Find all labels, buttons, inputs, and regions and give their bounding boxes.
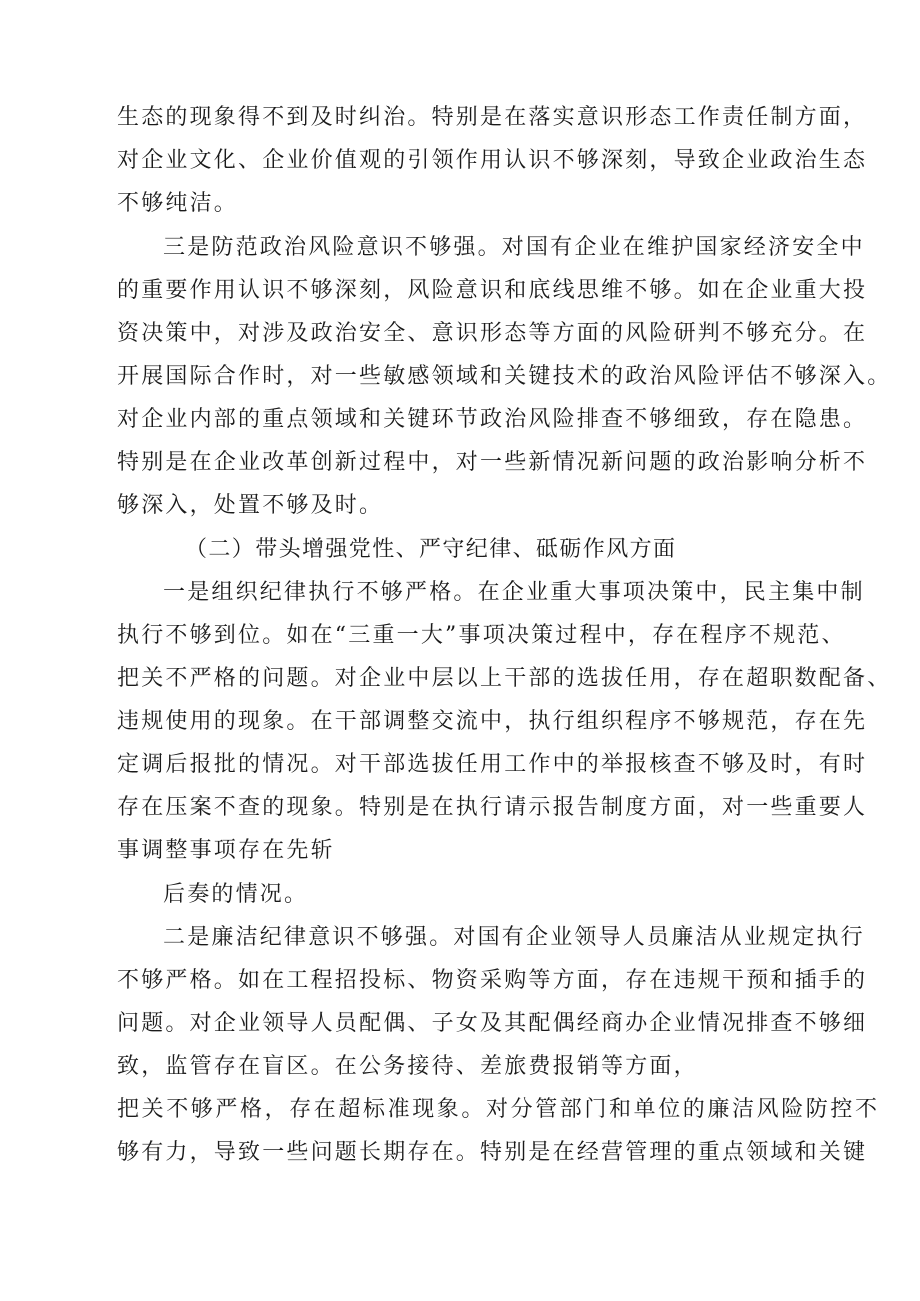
paragraph-first-line: 后奏的情况。 [163, 882, 309, 907]
text-line: 对企业文化、企业价值观的引领作用认识不够深刻，导致企业政治生态 [117, 148, 868, 173]
section-heading: （二）带头增强党性、严守纪律、砥砺作风方面 [185, 537, 677, 562]
text-line: 致，监管存在盲区。在公务接待、差旅费报销等方面， [117, 1054, 698, 1079]
paragraph-first-line: 三是防范政治风险意识不够强。对国有企业在维护国家经济安全中 [163, 235, 865, 260]
paragraph-first-line: 二是廉洁纪律意识不够强。对国有企业领导人员廉洁从业规定执行 [163, 925, 865, 950]
text-line: 不够严格。如在工程招投标、物资采购等方面，存在违规干预和插手的 [117, 968, 868, 993]
text-line: 把关不够严格，存在超标准现象。对分管部门和单位的廉洁风险防控不 [117, 1097, 880, 1122]
text-line: 不够纯洁。 [117, 191, 239, 216]
text-line: 够有力，导致一些问题长期存在。特别是在经营管理的重点领域和关键 [117, 1140, 868, 1165]
text-line: 违规使用的现象。在干部调整交流中，执行组织程序不够规范，存在先 [117, 709, 868, 734]
paragraph-first-line: 一是组织纪律执行不够严格。在企业重大事项决策中，民主集中制 [163, 580, 865, 605]
text-line: 的重要作用认识不够深刻，风险意识和底线思维不够。如在企业重大投 [117, 278, 868, 303]
text-line: 特别是在企业改革创新过程中，对一些新情况新问题的政治影响分析不 [117, 450, 868, 475]
text-line: 生态的现象得不到及时纠治。特别是在落实意识形态工作责任制方面， [117, 105, 868, 130]
text-line: 资决策中，对涉及政治安全、意识形态等方面的风险研判不够充分。在 [117, 321, 868, 346]
text-line: 够深入，处置不够及时。 [117, 493, 384, 518]
text-line: 执行不够到位。如在“三重一大”事项决策过程中，存在程序不规范、 [117, 623, 846, 648]
text-line: 开展国际合作时，对一些敏感领域和关键技术的政治风险评估不够深入。 [117, 364, 892, 389]
text-line: 存在压案不查的现象。特别是在执行请示报告制度方面，对一些重要人 [117, 795, 868, 820]
text-line: 事调整事项存在先斩 [117, 838, 335, 863]
text-line: 把关不严格的问题。对企业中层以上干部的选拔任用，存在超职数配备、 [117, 666, 892, 691]
text-line: 定调后报批的情况。对干部选拔任用工作中的举报核查不够及时，有时 [117, 752, 868, 777]
text-line: 问题。对企业领导人员配偶、子女及其配偶经商办企业情况排查不够细 [117, 1011, 868, 1036]
text-line: 对企业内部的重点领域和关键环节政治风险排查不够细致，存在隐患。 [117, 407, 868, 432]
